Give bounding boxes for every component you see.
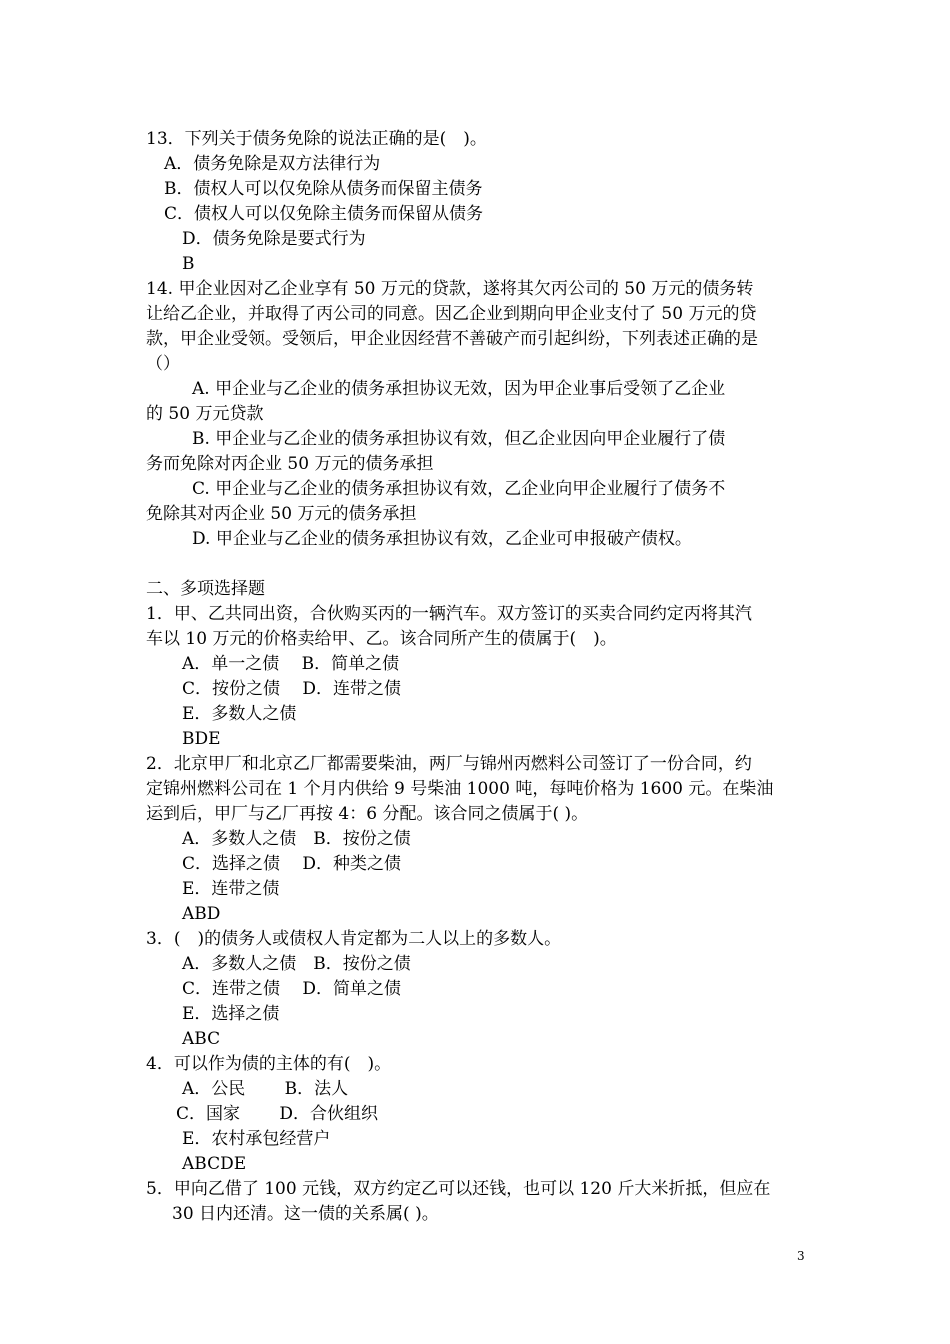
q13-option-b: B．债权人可以仅免除从债务而保留主债务 bbox=[164, 179, 483, 199]
m5-stem-line-2: 30 日内还清。这一债的关系属( )。 bbox=[172, 1204, 439, 1224]
section-heading: 二、多项选择题 bbox=[146, 579, 265, 599]
m2-stem-line-1: 2．北京甲厂和北京乙厂都需要柴油，两厂与锦州丙燃料公司签订了一份合同，约 bbox=[146, 754, 752, 774]
m3-option-e: E．选择之债 bbox=[182, 1004, 280, 1024]
q14-stem-line-4: （） bbox=[146, 354, 180, 374]
q14-option-c-line-1: C. 甲企业与乙企业的债务承担协议有效，乙企业向甲企业履行了债务不 bbox=[192, 479, 726, 499]
q13-option-c: C．债权人可以仅免除主债务而保留从债务 bbox=[164, 204, 484, 224]
m3-answer: ABC bbox=[182, 1029, 221, 1049]
q14-option-b-line-1: B. 甲企业与乙企业的债务承担协议有效，但乙企业因向甲企业履行了债 bbox=[192, 429, 726, 449]
q14-option-b-line-2: 务而免除对丙企业 50 万元的债务承担 bbox=[146, 454, 434, 474]
m2-options-cd: C．选择之债 D．种类之债 bbox=[182, 854, 402, 874]
q14-option-c-line-2: 免除其对丙企业 50 万元的债务承担 bbox=[146, 504, 417, 524]
m2-option-e: E．连带之债 bbox=[182, 879, 280, 899]
q14-stem-line-2: 让给乙企业，并取得了丙公司的同意。因乙企业到期向甲企业支付了 50 万元的贷 bbox=[146, 304, 757, 324]
m1-stem-line-2: 车以 10 万元的价格卖给甲、乙。该合同所产生的债属于( )。 bbox=[146, 629, 617, 649]
q13-answer: B bbox=[182, 254, 195, 274]
m1-options-cd: C．按份之债 D．连带之债 bbox=[182, 679, 402, 699]
m2-stem-line-2: 定锦州燃料公司在 1 个月内供给 9 号柴油 1000 吨，每吨价格为 1600 元。在柴油 bbox=[146, 779, 774, 799]
q14-option-a-line-1: A. 甲企业与乙企业的债务承担协议无效，因为甲企业事后受领了乙企业 bbox=[192, 379, 726, 399]
q13-option-a: A．债务免除是双方法律行为 bbox=[164, 154, 381, 174]
q14-option-d-line-1: D. 甲企业与乙企业的债务承担协议有效，乙企业可申报破产债权。 bbox=[192, 529, 692, 549]
m3-stem: 3．( )的债务人或债权人肯定都为二人以上的多数人。 bbox=[146, 929, 562, 949]
m2-options-ab: A．多数人之债 B．按份之债 bbox=[182, 829, 411, 849]
m1-option-e: E．多数人之债 bbox=[182, 704, 297, 724]
m1-answer: BDE bbox=[182, 729, 221, 749]
q13-option-d: D．债务免除是要式行为 bbox=[182, 229, 366, 249]
m2-stem-line-3: 运到后，甲厂与乙厂再按 4：6 分配。该合同之债属于( )。 bbox=[146, 804, 589, 824]
m1-options-ab: A．单一之债 B．简单之债 bbox=[182, 654, 400, 674]
q13-stem: 13．下列关于债务免除的说法正确的是( )。 bbox=[146, 129, 487, 149]
m4-options-ab: A．公民 B．法人 bbox=[182, 1079, 349, 1099]
m5-stem-line-1: 5．甲向乙借了 100 元钱，双方约定乙可以还钱，也可以 120 斤大米折抵，但应在 bbox=[146, 1179, 771, 1199]
q14-stem-line-3: 款，甲企业受领。受领后，甲企业因经营不善破产而引起纠纷，下列表述正确的是 bbox=[146, 329, 758, 349]
m4-stem: 4．可以作为债的主体的有( )。 bbox=[146, 1054, 392, 1074]
q14-option-a-line-2: 的 50 万元贷款 bbox=[146, 404, 264, 424]
m3-options-ab: A．多数人之债 B．按份之债 bbox=[182, 954, 411, 974]
m4-options-cd: C．国家 D．合伙组织 bbox=[176, 1104, 379, 1124]
m3-options-cd: C．连带之债 D．简单之债 bbox=[182, 979, 402, 999]
page-number: 3 bbox=[797, 1249, 805, 1263]
m4-option-e: E．农村承包经营户 bbox=[182, 1129, 331, 1149]
q14-stem-line-1: 14. 甲企业因对乙企业享有 50 万元的贷款，遂将其欠丙公司的 50 万元的债务转 bbox=[146, 279, 754, 299]
m2-answer: ABD bbox=[182, 904, 221, 924]
m1-stem-line-1: 1．甲、乙共同出资，合伙购买丙的一辆汽车。双方签订的买卖合同约定丙将其汽 bbox=[146, 604, 752, 624]
m4-answer: ABCDE bbox=[182, 1154, 247, 1174]
